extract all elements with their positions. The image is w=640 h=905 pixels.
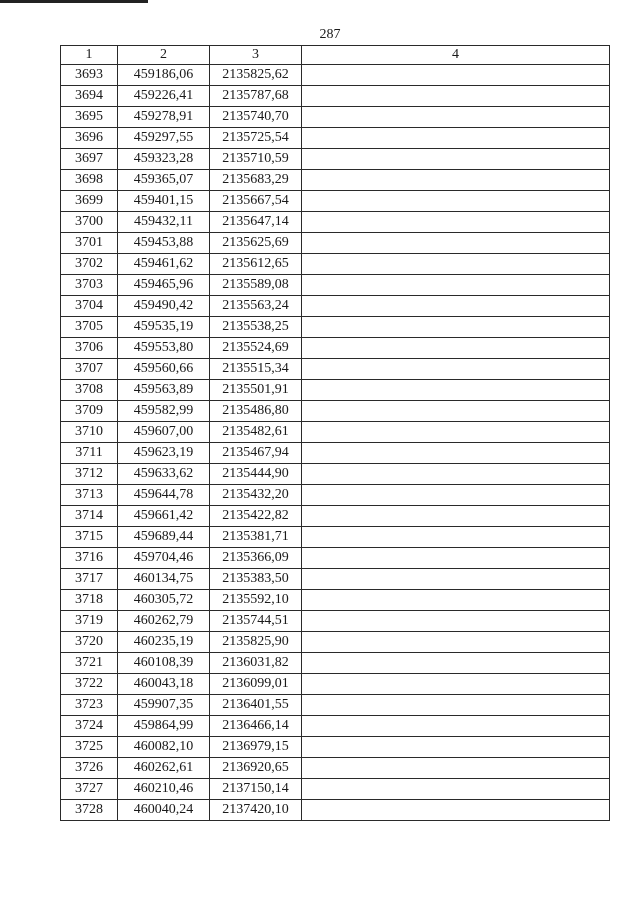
y-coordinate-cell: 2135787,68: [210, 86, 302, 107]
notes-cell: [302, 632, 610, 653]
y-coordinate-cell: 2135612,65: [210, 254, 302, 275]
table-row: [61, 296, 610, 317]
table-row: [61, 233, 610, 254]
table-row: [61, 86, 610, 107]
point-number-cell: 3709: [61, 401, 118, 422]
scan-edge-mark: [0, 0, 148, 3]
column-header-2: 2: [118, 46, 210, 65]
notes-cell: [302, 254, 610, 275]
notes-cell: [302, 737, 610, 758]
notes-cell: [302, 65, 610, 86]
column-header-3: 3: [210, 46, 302, 65]
notes-cell: [302, 548, 610, 569]
point-number-cell: 3725: [61, 737, 118, 758]
point-number-cell: 3717: [61, 569, 118, 590]
notes-cell: [302, 86, 610, 107]
notes-cell: [302, 800, 610, 821]
column-header-4: 4: [302, 46, 610, 65]
point-number-cell: 3714: [61, 506, 118, 527]
y-coordinate-cell: 2135422,82: [210, 506, 302, 527]
x-coordinate-cell: 459535,19: [118, 317, 210, 338]
notes-cell: [302, 191, 610, 212]
point-number-cell: 3694: [61, 86, 118, 107]
point-number-cell: 3723: [61, 695, 118, 716]
point-number-cell: 3711: [61, 443, 118, 464]
notes-cell: [302, 569, 610, 590]
x-coordinate-cell: 459365,07: [118, 170, 210, 191]
point-number-cell: 3702: [61, 254, 118, 275]
table-row: [61, 422, 610, 443]
table-row: [61, 548, 610, 569]
y-coordinate-cell: 2136979,15: [210, 737, 302, 758]
x-coordinate-cell: 459704,46: [118, 548, 210, 569]
point-number-cell: 3699: [61, 191, 118, 212]
point-number-cell: 3696: [61, 128, 118, 149]
y-coordinate-cell: 2135825,90: [210, 632, 302, 653]
x-coordinate-cell: 459490,42: [118, 296, 210, 317]
point-number-cell: 3705: [61, 317, 118, 338]
notes-cell: [302, 674, 610, 695]
coordinates-table: [60, 45, 610, 821]
x-coordinate-cell: 460082,10: [118, 737, 210, 758]
notes-cell: [302, 107, 610, 128]
notes-cell: [302, 485, 610, 506]
table-row: [61, 758, 610, 779]
table-row: [61, 674, 610, 695]
table-row: [61, 632, 610, 653]
table-row: [61, 653, 610, 674]
x-coordinate-cell: 459278,91: [118, 107, 210, 128]
point-number-cell: 3698: [61, 170, 118, 191]
point-number-cell: 3726: [61, 758, 118, 779]
point-number-cell: 3700: [61, 212, 118, 233]
y-coordinate-cell: 2135381,71: [210, 527, 302, 548]
x-coordinate-cell: 459661,42: [118, 506, 210, 527]
point-number-cell: 3707: [61, 359, 118, 380]
table-row: [61, 800, 610, 821]
y-coordinate-cell: 2137420,10: [210, 800, 302, 821]
notes-cell: [302, 653, 610, 674]
notes-cell: [302, 716, 610, 737]
point-number-cell: 3695: [61, 107, 118, 128]
x-coordinate-cell: 459465,96: [118, 275, 210, 296]
x-coordinate-cell: 459186,06: [118, 65, 210, 86]
notes-cell: [302, 464, 610, 485]
point-number-cell: 3728: [61, 800, 118, 821]
y-coordinate-cell: 2135710,59: [210, 149, 302, 170]
notes-cell: [302, 212, 610, 233]
notes-cell: [302, 695, 610, 716]
notes-cell: [302, 422, 610, 443]
y-coordinate-cell: 2136031,82: [210, 653, 302, 674]
y-coordinate-cell: 2136920,65: [210, 758, 302, 779]
table-row: [61, 401, 610, 422]
table-row: [61, 695, 610, 716]
x-coordinate-cell: 459432,11: [118, 212, 210, 233]
table-row: [61, 65, 610, 86]
notes-cell: [302, 443, 610, 464]
y-coordinate-cell: 2135444,90: [210, 464, 302, 485]
table-header-row: [61, 46, 610, 65]
x-coordinate-cell: 460262,79: [118, 611, 210, 632]
x-coordinate-cell: 459453,88: [118, 233, 210, 254]
notes-cell: [302, 527, 610, 548]
notes-cell: [302, 359, 610, 380]
point-number-cell: 3720: [61, 632, 118, 653]
table-row: [61, 149, 610, 170]
y-coordinate-cell: 2135589,08: [210, 275, 302, 296]
notes-cell: [302, 170, 610, 191]
notes-cell: [302, 128, 610, 149]
x-coordinate-cell: 460210,46: [118, 779, 210, 800]
x-coordinate-cell: 460305,72: [118, 590, 210, 611]
point-number-cell: 3708: [61, 380, 118, 401]
x-coordinate-cell: 459582,99: [118, 401, 210, 422]
table-row: [61, 359, 610, 380]
column-header-1: 1: [61, 46, 118, 65]
y-coordinate-cell: 2135383,50: [210, 569, 302, 590]
x-coordinate-cell: 459689,44: [118, 527, 210, 548]
y-coordinate-cell: 2135744,51: [210, 611, 302, 632]
x-coordinate-cell: 459323,28: [118, 149, 210, 170]
y-coordinate-cell: 2135501,91: [210, 380, 302, 401]
x-coordinate-cell: 459644,78: [118, 485, 210, 506]
point-number-cell: 3719: [61, 611, 118, 632]
y-coordinate-cell: 2135467,94: [210, 443, 302, 464]
y-coordinate-cell: 2136099,01: [210, 674, 302, 695]
x-coordinate-cell: 459633,62: [118, 464, 210, 485]
x-coordinate-cell: 460043,18: [118, 674, 210, 695]
point-number-cell: 3697: [61, 149, 118, 170]
notes-cell: [302, 779, 610, 800]
point-number-cell: 3704: [61, 296, 118, 317]
point-number-cell: 3722: [61, 674, 118, 695]
x-coordinate-cell: 460108,39: [118, 653, 210, 674]
table-row: [61, 506, 610, 527]
y-coordinate-cell: 2135825,62: [210, 65, 302, 86]
table-row: [61, 380, 610, 401]
y-coordinate-cell: 2135725,54: [210, 128, 302, 149]
table-body: [61, 65, 610, 821]
point-number-cell: 3718: [61, 590, 118, 611]
point-number-cell: 3716: [61, 548, 118, 569]
table-row: [61, 107, 610, 128]
y-coordinate-cell: 2135683,29: [210, 170, 302, 191]
y-coordinate-cell: 2135563,24: [210, 296, 302, 317]
y-coordinate-cell: 2135538,25: [210, 317, 302, 338]
point-number-cell: 3727: [61, 779, 118, 800]
table-row: [61, 485, 610, 506]
y-coordinate-cell: 2135625,69: [210, 233, 302, 254]
table-row: [61, 716, 610, 737]
notes-cell: [302, 758, 610, 779]
notes-cell: [302, 380, 610, 401]
page-number: 287: [319, 27, 341, 42]
table-row: [61, 611, 610, 632]
point-number-cell: 3706: [61, 338, 118, 359]
notes-cell: [302, 275, 610, 296]
point-number-cell: 3721: [61, 653, 118, 674]
table-row: [61, 779, 610, 800]
table-row: [61, 254, 610, 275]
x-coordinate-cell: 459461,62: [118, 254, 210, 275]
notes-cell: [302, 611, 610, 632]
point-number-cell: 3712: [61, 464, 118, 485]
x-coordinate-cell: 460040,24: [118, 800, 210, 821]
table-row: [61, 737, 610, 758]
y-coordinate-cell: 2135667,54: [210, 191, 302, 212]
y-coordinate-cell: 2135432,20: [210, 485, 302, 506]
point-number-cell: 3701: [61, 233, 118, 254]
y-coordinate-cell: 2135366,09: [210, 548, 302, 569]
y-coordinate-cell: 2136466,14: [210, 716, 302, 737]
y-coordinate-cell: 2135647,14: [210, 212, 302, 233]
point-number-cell: 3693: [61, 65, 118, 86]
table-row: [61, 212, 610, 233]
y-coordinate-cell: 2136401,55: [210, 695, 302, 716]
table-row: [61, 317, 610, 338]
notes-cell: [302, 401, 610, 422]
x-coordinate-cell: 460262,61: [118, 758, 210, 779]
table-row: [61, 590, 610, 611]
y-coordinate-cell: 2135740,70: [210, 107, 302, 128]
table-row: [61, 569, 610, 590]
x-coordinate-cell: 459553,80: [118, 338, 210, 359]
point-number-cell: 3715: [61, 527, 118, 548]
x-coordinate-cell: 459401,15: [118, 191, 210, 212]
point-number-cell: 3710: [61, 422, 118, 443]
notes-cell: [302, 233, 610, 254]
table-row: [61, 191, 610, 212]
notes-cell: [302, 338, 610, 359]
x-coordinate-cell: 459560,66: [118, 359, 210, 380]
x-coordinate-cell: 459623,19: [118, 443, 210, 464]
table-row: [61, 443, 610, 464]
x-coordinate-cell: 460235,19: [118, 632, 210, 653]
x-coordinate-cell: 459563,89: [118, 380, 210, 401]
y-coordinate-cell: 2135515,34: [210, 359, 302, 380]
x-coordinate-cell: 460134,75: [118, 569, 210, 590]
x-coordinate-cell: 459907,35: [118, 695, 210, 716]
notes-cell: [302, 317, 610, 338]
table-row: [61, 338, 610, 359]
y-coordinate-cell: 2135524,69: [210, 338, 302, 359]
y-coordinate-cell: 2137150,14: [210, 779, 302, 800]
table-row: [61, 128, 610, 149]
point-number-cell: 3703: [61, 275, 118, 296]
y-coordinate-cell: 2135482,61: [210, 422, 302, 443]
notes-cell: [302, 296, 610, 317]
x-coordinate-cell: 459864,99: [118, 716, 210, 737]
notes-cell: [302, 506, 610, 527]
x-coordinate-cell: 459226,41: [118, 86, 210, 107]
x-coordinate-cell: 459607,00: [118, 422, 210, 443]
x-coordinate-cell: 459297,55: [118, 128, 210, 149]
table-row: [61, 170, 610, 191]
point-number-cell: 3724: [61, 716, 118, 737]
table-row: [61, 464, 610, 485]
y-coordinate-cell: 2135486,80: [210, 401, 302, 422]
notes-cell: [302, 590, 610, 611]
y-coordinate-cell: 2135592,10: [210, 590, 302, 611]
table-row: [61, 275, 610, 296]
table-row: [61, 527, 610, 548]
point-number-cell: 3713: [61, 485, 118, 506]
notes-cell: [302, 149, 610, 170]
